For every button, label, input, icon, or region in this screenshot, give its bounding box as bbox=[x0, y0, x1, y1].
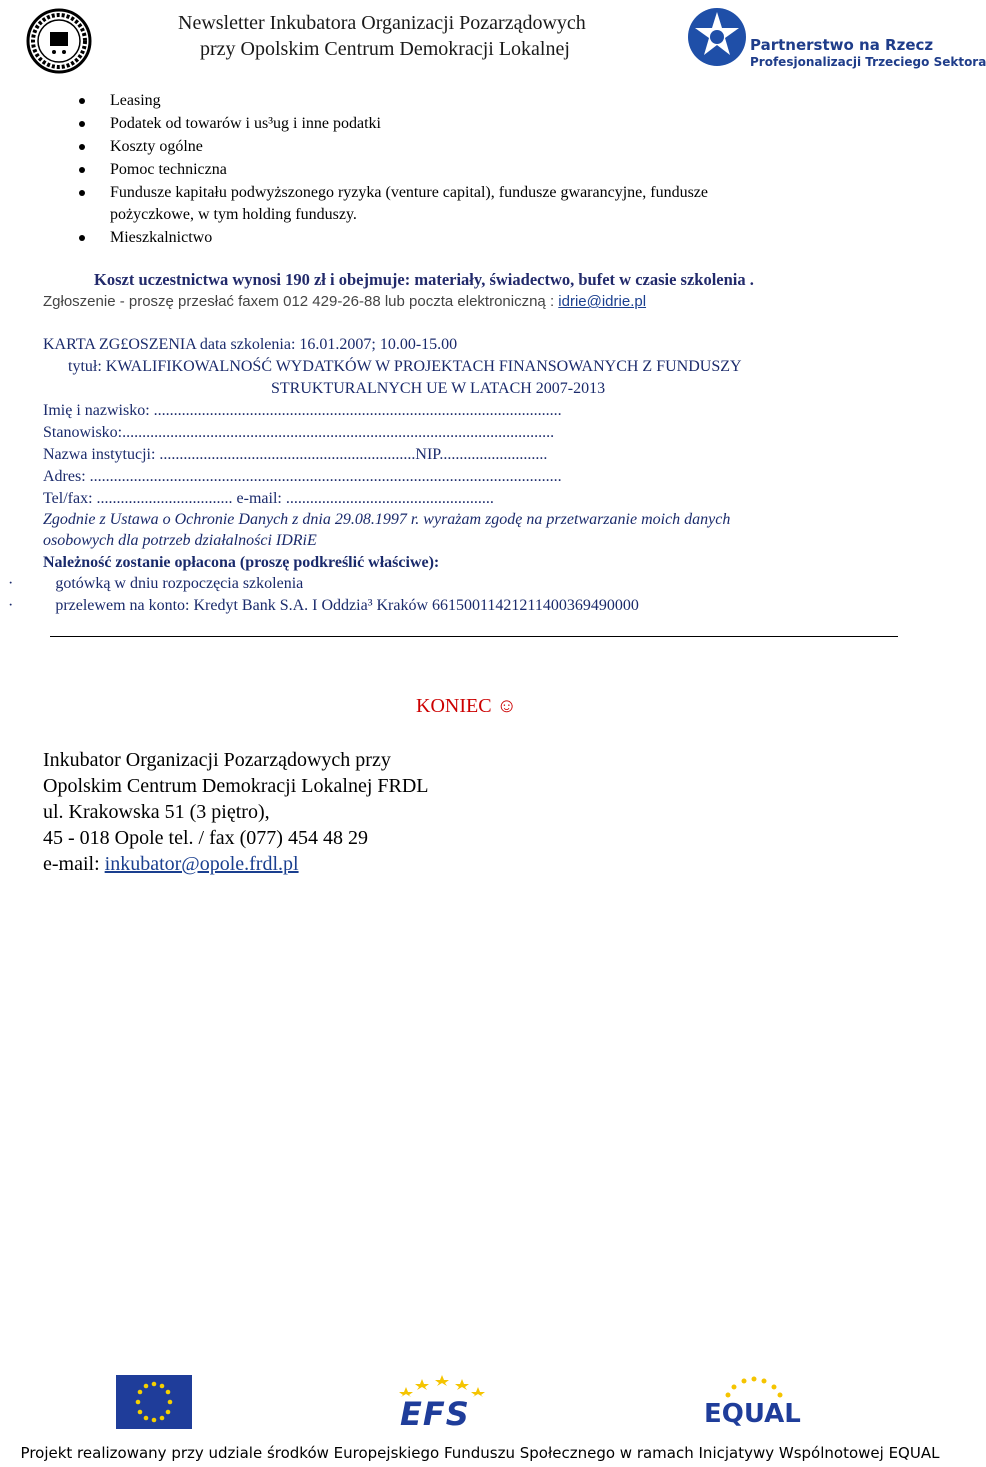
newsletter-title-line1: Newsletter Inkubatora Organizacji Pozarządowych bbox=[178, 12, 586, 34]
section-divider bbox=[50, 636, 898, 637]
contact-email: e-mail: inkubator@opole.frdl.pl bbox=[43, 853, 299, 875]
partnership-logo-line1: Partnerstwo na Rzecz bbox=[750, 36, 934, 54]
field-institution-nip[interactable]: Nazwa instytucji: ................................................................NIP........................... bbox=[43, 446, 548, 463]
list-item: Leasing bbox=[110, 89, 161, 112]
list-item: Podatek od towarów i us³ug i inne podatki bbox=[110, 112, 381, 135]
footer-project-note: Projekt realizowany przy udziale środków Europejskiego Funduszu Społecznego w ramach Inicjatywy Wspólnotowej EQUAL bbox=[20, 1444, 940, 1462]
list-item: Mieszkalnictwo bbox=[110, 226, 212, 249]
contact-line3: ul. Krakowska 51 (3 piętro), bbox=[43, 801, 270, 823]
consent-line2: osobowych dla potrzeb działalności IDRiE bbox=[43, 532, 317, 549]
bullet-icon bbox=[79, 121, 85, 127]
organization-seal-logo bbox=[26, 8, 92, 74]
bullet-icon: · bbox=[8, 597, 14, 614]
newsletter-title-line2: przy Opolskim Centrum Demokracji Lokalnej bbox=[200, 38, 570, 60]
equal-logo bbox=[704, 1375, 804, 1433]
contact-line1: Inkubator Organizacji Pozarządowych przy bbox=[43, 749, 391, 771]
contact-email-link[interactable]: inkubator@opole.frdl.pl bbox=[104, 853, 299, 875]
efs-logo-text: EFS bbox=[400, 1395, 470, 1433]
field-position[interactable]: Stanowisko:............................................................................................................ bbox=[43, 424, 555, 441]
eu-flag-logo bbox=[116, 1375, 192, 1429]
end-marker: KONIEC ☺ bbox=[416, 695, 517, 717]
field-address[interactable]: Adres: ...................................................................................................................... bbox=[43, 468, 562, 485]
bullet-icon bbox=[79, 144, 85, 150]
efs-logo bbox=[396, 1375, 488, 1433]
equal-stars-icon bbox=[722, 1375, 786, 1399]
list-item: Pomoc techniczna bbox=[110, 158, 227, 181]
partnership-logo bbox=[686, 6, 986, 76]
partnership-logo-line2: Profesjonalizacji Trzeciego Sektora bbox=[750, 55, 986, 69]
newsletter-title bbox=[178, 10, 586, 62]
cost-note: Koszt uczestnictwa wynosi 190 zł i obejmuje: materiały, świadectwo, bufet w czasie szkolenia . bbox=[94, 270, 754, 289]
field-phone-email[interactable]: Tel/fax: .................................. e-mail: .................................................... bbox=[43, 490, 494, 507]
partnership-star-icon bbox=[686, 6, 748, 68]
card-heading: KARTA ZG£OSZENIA data szkolenia: 16.01.2007; 10.00-15.00 bbox=[43, 336, 458, 353]
list-item-continuation: pożyczkowe, w tym holding funduszy. bbox=[110, 206, 357, 223]
bullet-icon: · bbox=[8, 575, 14, 592]
bullet-icon bbox=[79, 167, 85, 173]
contact-line4: 45 - 018 Opole tel. / fax (077) 454 48 29 bbox=[43, 827, 368, 849]
efs-stars-icon bbox=[396, 1375, 488, 1397]
application-instructions bbox=[43, 291, 646, 313]
card-title-line1: tytuł: KWALIFIKOWALNOŚĆ WYDATKÓW W PROJEKTACH FINANSOWANYCH Z FUNDUSZY bbox=[68, 358, 742, 375]
field-name[interactable]: Imię i nazwisko: ...................................................................................................... bbox=[43, 402, 562, 419]
card-title-line2: STRUKTURALNYCH UE W LATACH 2007-2013 bbox=[271, 380, 606, 397]
bullet-icon bbox=[79, 98, 85, 104]
payment-option-transfer[interactable]: · przelewem na konto: Kredyt Bank S.A. I Oddzia³ Kraków 66150011421211400369490000 bbox=[8, 597, 639, 614]
bullet-icon bbox=[79, 235, 85, 241]
application-email-link[interactable]: idrie@idrie.pl bbox=[558, 293, 647, 310]
application-text: Zgłoszenie - proszę przesłać faxem 012 429-26-88 lub poczta elektroniczną : bbox=[43, 293, 559, 310]
equal-logo-text: EQUAL bbox=[704, 1399, 801, 1429]
list-item: Koszty ogólne bbox=[110, 135, 203, 158]
consent-line1: Zgodnie z Ustawa o Ochronie Danych z dnia 29.08.1997 r. wyrażam zgodę na przetwarzanie moich danych bbox=[43, 511, 731, 528]
bullet-icon bbox=[79, 190, 85, 196]
contact-line2: Opolskim Centrum Demokracji Lokalnej FRDL bbox=[43, 775, 429, 797]
list-item: Fundusze kapitału podwyższonego ryzyka (venture capital), fundusze gwarancyjne, fundusze bbox=[110, 181, 708, 204]
payment-heading: Należność zostanie opłacona (proszę podkreślić właściwe): bbox=[43, 554, 440, 571]
payment-option-cash[interactable]: · gotówką w dniu rozpoczęcia szkolenia bbox=[8, 575, 304, 592]
